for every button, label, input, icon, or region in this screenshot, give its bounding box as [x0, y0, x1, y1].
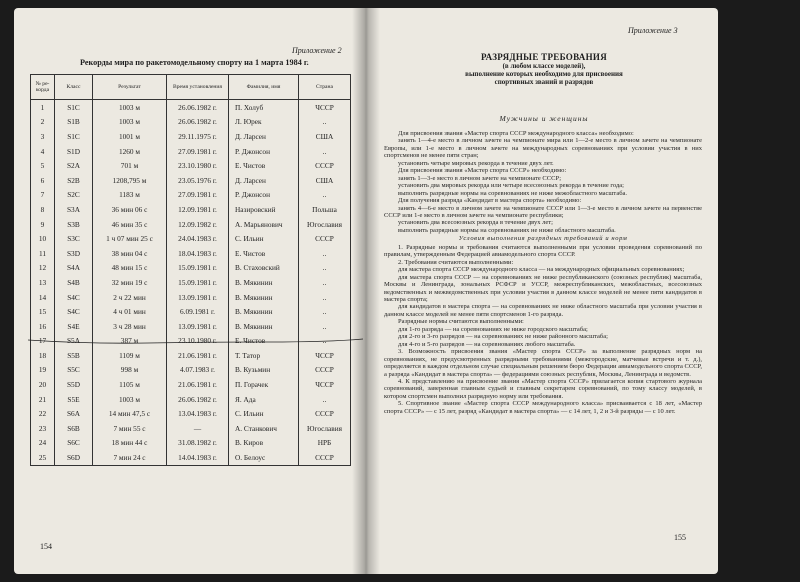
- record-class: S4E: [55, 319, 93, 334]
- record-result: 387 м: [93, 334, 167, 349]
- record-result: 998 м: [93, 363, 167, 378]
- paragraph: установить два мировых рекорда или четыре всесоюзных рекорда в течение года;: [398, 182, 624, 190]
- col-header-date: Время установления: [167, 75, 229, 100]
- table-row: [31, 275, 351, 290]
- paragraph: Для присвоения звания «Мастер спорта СССР международного класса» необходимо:: [398, 130, 634, 137]
- record-country: ..: [299, 334, 351, 349]
- table-header-row: [31, 75, 351, 100]
- record-number: 23: [31, 421, 55, 436]
- paragraph: выполнить разрядные нормы на соревнованиях не ниже областного масштаба.: [398, 226, 616, 234]
- record-result: 1 ч 07 мин 25 с: [93, 231, 167, 246]
- record-country: СССР: [299, 450, 351, 465]
- record-country: Польша: [299, 202, 351, 217]
- record-country: ЧССР: [299, 100, 351, 115]
- paragraph: для мастера спорта СССР международного класса — на международных официальных соревнованиях;: [398, 266, 685, 274]
- record-result: 1003 м: [93, 392, 167, 407]
- requirements-text: [384, 130, 702, 415]
- record-result: 3 ч 28 мин: [93, 319, 167, 334]
- record-date: 31.08.1982 г.: [167, 436, 229, 451]
- record-result: 2 ч 22 мин: [93, 290, 167, 305]
- record-class: S5B: [55, 348, 93, 363]
- table-row: [31, 144, 351, 159]
- record-result: 1105 м: [93, 377, 167, 392]
- record-country: ..: [299, 392, 351, 407]
- title-line: спортивных званий и разрядов: [494, 78, 594, 86]
- records-title: Рекорды мира по ракетомодельному спорту на 1 марта 1984 г.: [80, 58, 309, 67]
- record-number: 3: [31, 129, 55, 144]
- record-country: ..: [299, 304, 351, 319]
- record-date: 12.09.1981 г.: [167, 202, 229, 217]
- record-number: 10: [31, 231, 55, 246]
- paragraph: 5. Спортивное звание «Мастер спорта СССР международного класса» присваивается с 18 лет, «Мастер спорта СССР» — с 15 лет, разряд «Кандидат в мастера спорта» — с 14 лет, 1, 2 и 3-й разряды — с 10 лет.: [384, 400, 702, 415]
- record-class: S5A: [55, 334, 93, 349]
- record-class: S1D: [55, 144, 93, 159]
- record-class: S5D: [55, 377, 93, 392]
- record-class: S3A: [55, 202, 93, 217]
- table-row: [31, 363, 351, 378]
- record-holder: С. Ильин: [229, 406, 299, 421]
- record-class: S6A: [55, 406, 93, 421]
- record-date: 21.06.1981 г.: [167, 348, 229, 363]
- record-date: 14.04.1983 г.: [167, 450, 229, 465]
- record-holder: А. Станкович: [229, 421, 299, 436]
- record-date: 21.06.1981 г.: [167, 377, 229, 392]
- table-row: [31, 348, 351, 363]
- record-date: 27.09.1981 г.: [167, 144, 229, 159]
- record-number: 5: [31, 158, 55, 173]
- paragraph: занять 1—3-е место в личном зачете на чемпионате СССР;: [398, 174, 562, 182]
- record-class: S1B: [55, 115, 93, 130]
- page-number: 154: [40, 542, 52, 551]
- title-line: РАЗРЯДНЫЕ ТРЕБОВАНИЯ: [480, 52, 608, 62]
- record-holder: Р. Джонсон: [229, 188, 299, 203]
- record-number: 15: [31, 304, 55, 319]
- record-date: 6.09.1981 г.: [167, 304, 229, 319]
- record-country: ..: [299, 188, 351, 203]
- col-header-country: Страна: [299, 75, 351, 100]
- record-date: 13.04.1983 г.: [167, 406, 229, 421]
- paragraph: Для получения разряда «Кандидат в мастера спорта» необходимо:: [398, 197, 582, 205]
- record-class: S4C: [55, 304, 93, 319]
- table-row: [31, 158, 351, 173]
- record-date: 15.09.1981 г.: [167, 275, 229, 290]
- record-number: 22: [31, 406, 55, 421]
- right-page: [366, 8, 718, 574]
- table-row: [31, 100, 351, 115]
- requirements-title: [394, 52, 694, 86]
- left-page: [14, 8, 366, 574]
- record-holder: Я. Ада: [229, 392, 299, 407]
- table-row: [31, 202, 351, 217]
- record-holder: Д. Ларсен: [229, 129, 299, 144]
- record-date: 27.09.1981 г.: [167, 188, 229, 203]
- record-date: 24.04.1983 г.: [167, 231, 229, 246]
- table-row: [31, 290, 351, 305]
- record-holder: В. Киров: [229, 436, 299, 451]
- paragraph: занять 1—4-е место в личном зачете на чемпионате мира или 1—2-е место в личном зачете на чемпионате Европы, или 1-е место в личном зачете на международных соревнованиях при условии участия в них спортсменов не менее пяти стран;: [384, 137, 702, 160]
- table-row: [31, 173, 351, 188]
- record-result: 7 мин 55 с: [93, 421, 167, 436]
- section-heading: Условия выполнения разрядных требований и норм: [458, 235, 628, 243]
- appendix-label: Приложение 3: [628, 26, 678, 35]
- title-line: (в любом классе моделей),: [502, 62, 586, 70]
- record-number: 7: [31, 188, 55, 203]
- record-number: 4: [31, 144, 55, 159]
- record-date: 18.04.1983 г.: [167, 246, 229, 261]
- record-holder: О. Белоус: [229, 450, 299, 465]
- record-number: 11: [31, 246, 55, 261]
- record-result: 38 мин 04 с: [93, 246, 167, 261]
- paragraph: Разрядные нормы считаются выполненными:: [398, 318, 524, 326]
- record-class: S6C: [55, 436, 93, 451]
- record-result: 701 м: [93, 158, 167, 173]
- record-result: 1183 м: [93, 188, 167, 203]
- paragraph: для 2-го и 3-го разрядов — на соревнованиях не ниже районного масштаба;: [398, 333, 608, 341]
- record-date: 26.06.1982 г.: [167, 392, 229, 407]
- table-row: [31, 421, 351, 436]
- col-header-name: Фамилия, имя: [229, 75, 299, 100]
- record-result: 1208,795 м: [93, 173, 167, 188]
- record-country: ..: [299, 275, 351, 290]
- record-country: ..: [299, 290, 351, 305]
- record-class: S3B: [55, 217, 93, 232]
- record-holder: Р. Джонсон: [229, 144, 299, 159]
- record-country: СССР: [299, 158, 351, 173]
- record-holder: А. Марьянович: [229, 217, 299, 232]
- record-class: S5C: [55, 363, 93, 378]
- record-holder: Д. Ларсен: [229, 173, 299, 188]
- record-result: 48 мин 15 с: [93, 261, 167, 276]
- paragraph: для 1-го разряда — на соревнованиях не ниже городского масштаба;: [398, 325, 588, 333]
- record-country: ЧССР: [299, 348, 351, 363]
- record-class: S1C: [55, 100, 93, 115]
- record-country: ..: [299, 319, 351, 334]
- table-row: [31, 188, 351, 203]
- table-row: [31, 304, 351, 319]
- table-row: [31, 129, 351, 144]
- record-class: S2A: [55, 158, 93, 173]
- record-date: 23.10.1980 г.: [167, 334, 229, 349]
- paragraph: занять 4—6-е место в личном зачете на чемпионате СССР или 1—3-е место в личном зачете на первенстве СССР или 1-е место в личном зачете на чемпионате республики;: [384, 204, 702, 219]
- table-row: [31, 319, 351, 334]
- record-result: 14 мин 47,5 с: [93, 406, 167, 421]
- record-result: 1001 м: [93, 129, 167, 144]
- table-row: [31, 261, 351, 276]
- record-holder: Е. Чистов: [229, 158, 299, 173]
- page-number: 155: [674, 533, 686, 542]
- record-date: 26.06.1982 г.: [167, 115, 229, 130]
- record-holder: Л. Юрек: [229, 115, 299, 130]
- record-class: S6D: [55, 450, 93, 465]
- table-row: [31, 115, 351, 130]
- table-row: [31, 392, 351, 407]
- record-class: S4B: [55, 275, 93, 290]
- record-country: ..: [299, 261, 351, 276]
- table-row: [31, 406, 351, 421]
- record-country: ..: [299, 144, 351, 159]
- record-number: 1: [31, 100, 55, 115]
- record-number: 17: [31, 334, 55, 349]
- table-row: [31, 436, 351, 451]
- record-number: 25: [31, 450, 55, 465]
- paragraph: 2. Требования считаются выполненными:: [398, 258, 514, 266]
- record-number: 21: [31, 392, 55, 407]
- col-header-class: Класс: [55, 75, 93, 100]
- record-number: 19: [31, 363, 55, 378]
- record-country: СССР: [299, 231, 351, 246]
- record-country: Югославия: [299, 421, 351, 436]
- record-holder: П. Холуб: [229, 100, 299, 115]
- record-country: ..: [299, 115, 351, 130]
- record-holder: В. Кузьмин: [229, 363, 299, 378]
- record-class: S6B: [55, 421, 93, 436]
- record-number: 18: [31, 348, 55, 363]
- record-holder: В. Мякинин: [229, 290, 299, 305]
- section-subtitle: Мужчины и женщины: [499, 114, 589, 123]
- record-number: 24: [31, 436, 55, 451]
- record-class: S2B: [55, 173, 93, 188]
- record-holder: Е. Чистов: [229, 334, 299, 349]
- record-number: 13: [31, 275, 55, 290]
- paragraph: для мастера спорта СССР — на соревнованиях не ниже республиканского (союзных республик) масштаба, Москвы и Ленинграда, зональных РСФСР и УССР, межреспубликанских, межобластных, всесоюзных ведомственных и межведомственных при условии участия в данном классе моделей не менее пяти кандидатов в мастера спорта;: [384, 273, 702, 303]
- record-country: ЧССР: [299, 377, 351, 392]
- record-country: США: [299, 173, 351, 188]
- record-country: НРБ: [299, 436, 351, 451]
- record-result: 46 мин 35 с: [93, 217, 167, 232]
- record-number: 2: [31, 115, 55, 130]
- paragraph: 1. Разрядные нормы и требования считаются выполненными при условии проведения соревнований по правилам, утвержденным Федерацией авиамодельного спорта СССР.: [384, 243, 702, 259]
- record-result: 1260 м: [93, 144, 167, 159]
- paragraph: выполнить разрядные нормы на соревнованиях не ниже межобластного масштаба.: [398, 189, 628, 197]
- record-number: 16: [31, 319, 55, 334]
- record-result: 4 ч 01 мин: [93, 304, 167, 319]
- paragraph: установить четыре мировых рекорда в течение двух лет.: [398, 159, 554, 167]
- table-row: [31, 450, 351, 465]
- record-date: 12.09.1982 г.: [167, 217, 229, 232]
- record-country: СССР: [299, 406, 351, 421]
- record-result: 7 мин 24 с: [93, 450, 167, 465]
- record-country: США: [299, 129, 351, 144]
- record-date: 23.05.1976 г.: [167, 173, 229, 188]
- record-number: 8: [31, 202, 55, 217]
- record-class: S4C: [55, 290, 93, 305]
- record-result: 32 мин 19 с: [93, 275, 167, 290]
- record-number: 12: [31, 261, 55, 276]
- record-result: 1003 м: [93, 100, 167, 115]
- record-date: 13.09.1981 г.: [167, 290, 229, 305]
- record-class: S1C: [55, 129, 93, 144]
- record-result: 36 мин 06 с: [93, 202, 167, 217]
- record-date: 13.09.1981 г.: [167, 319, 229, 334]
- record-number: 9: [31, 217, 55, 232]
- record-number: 20: [31, 377, 55, 392]
- record-date: 29.11.1975 г.: [167, 129, 229, 144]
- record-holder: В. Мякинин: [229, 304, 299, 319]
- record-result: 18 мин 44 с: [93, 436, 167, 451]
- col-header-result: Результат: [93, 75, 167, 100]
- record-holder: Е. Чистов: [229, 246, 299, 261]
- record-date: 23.10.1980 г.: [167, 158, 229, 173]
- record-class: S3C: [55, 231, 93, 246]
- record-holder: В. Стаховский: [229, 261, 299, 276]
- record-class: S2C: [55, 188, 93, 203]
- record-holder: П. Горачек: [229, 377, 299, 392]
- record-holder: Назировский: [229, 202, 299, 217]
- pencil-cut-line: [28, 338, 363, 346]
- paragraph: для кандидатов в мастера спорта — на соревнованиях не ниже областного масштаба при условии участия в данном классе моделей не менее пяти спортсменов 1-го разряда.: [384, 303, 702, 318]
- record-number: 14: [31, 290, 55, 305]
- record-date: —: [167, 421, 229, 436]
- appendix-label: Приложение 2: [292, 46, 342, 55]
- paragraph: для 4-го и 5-го разрядов — на соревнованиях любого масштаба.: [398, 340, 576, 348]
- record-date: 26.06.1982 г.: [167, 100, 229, 115]
- record-result: 1109 м: [93, 348, 167, 363]
- paragraph: Для присвоения звания «Мастер спорта СССР» необходимо:: [398, 167, 567, 175]
- record-holder: Т. Татор: [229, 348, 299, 363]
- record-holder: В. Мякинин: [229, 275, 299, 290]
- title-line: выполнение которых необходимо для присвоения: [465, 70, 623, 78]
- table-row: [31, 377, 351, 392]
- paragraph: 4. К представлению на присвоение звания «Мастер спорта СССР» прилагается копия стартового журнала соревнований, заверенная главным судьей и главным секретарем соревнований, по тому классу моделей, в котором спортсмен выполнил разрядную норму или требования.: [384, 377, 702, 400]
- record-country: ..: [299, 246, 351, 261]
- record-holder: С. Ильин: [229, 231, 299, 246]
- paragraph: 3. Возможность присвоения звания «Мастер спорта СССР» за выполнение разрядных норм на соревнованиях, не предусмотренных разрядными требованиями (межгородские, матчевые встречи и т. д.), определяется в каждом отдельном случае специальным решением бюро Федерации авиамодельного спорта СССР, а разряда «Кандидат в мастера спорта» — федерациями союзных республик, Москвы, Ленинграда и ведомств.: [384, 348, 702, 378]
- record-country: Югославия: [299, 217, 351, 232]
- record-class: S4A: [55, 261, 93, 276]
- record-result: 1003 м: [93, 115, 167, 130]
- record-date: 4.07.1983 г.: [167, 363, 229, 378]
- records-table: [30, 74, 351, 466]
- record-holder: В. Мякинин: [229, 319, 299, 334]
- record-country: СССР: [299, 363, 351, 378]
- table-row: [31, 217, 351, 232]
- record-class: S5E: [55, 392, 93, 407]
- col-header-number: № ре-корда: [31, 75, 55, 100]
- table-row: [31, 246, 351, 261]
- record-date: 15.09.1981 г.: [167, 261, 229, 276]
- record-class: S3D: [55, 246, 93, 261]
- table-row: [31, 231, 351, 246]
- record-number: 6: [31, 173, 55, 188]
- paragraph: установить два всесоюзных рекорда в течение двух лет;: [398, 219, 553, 227]
